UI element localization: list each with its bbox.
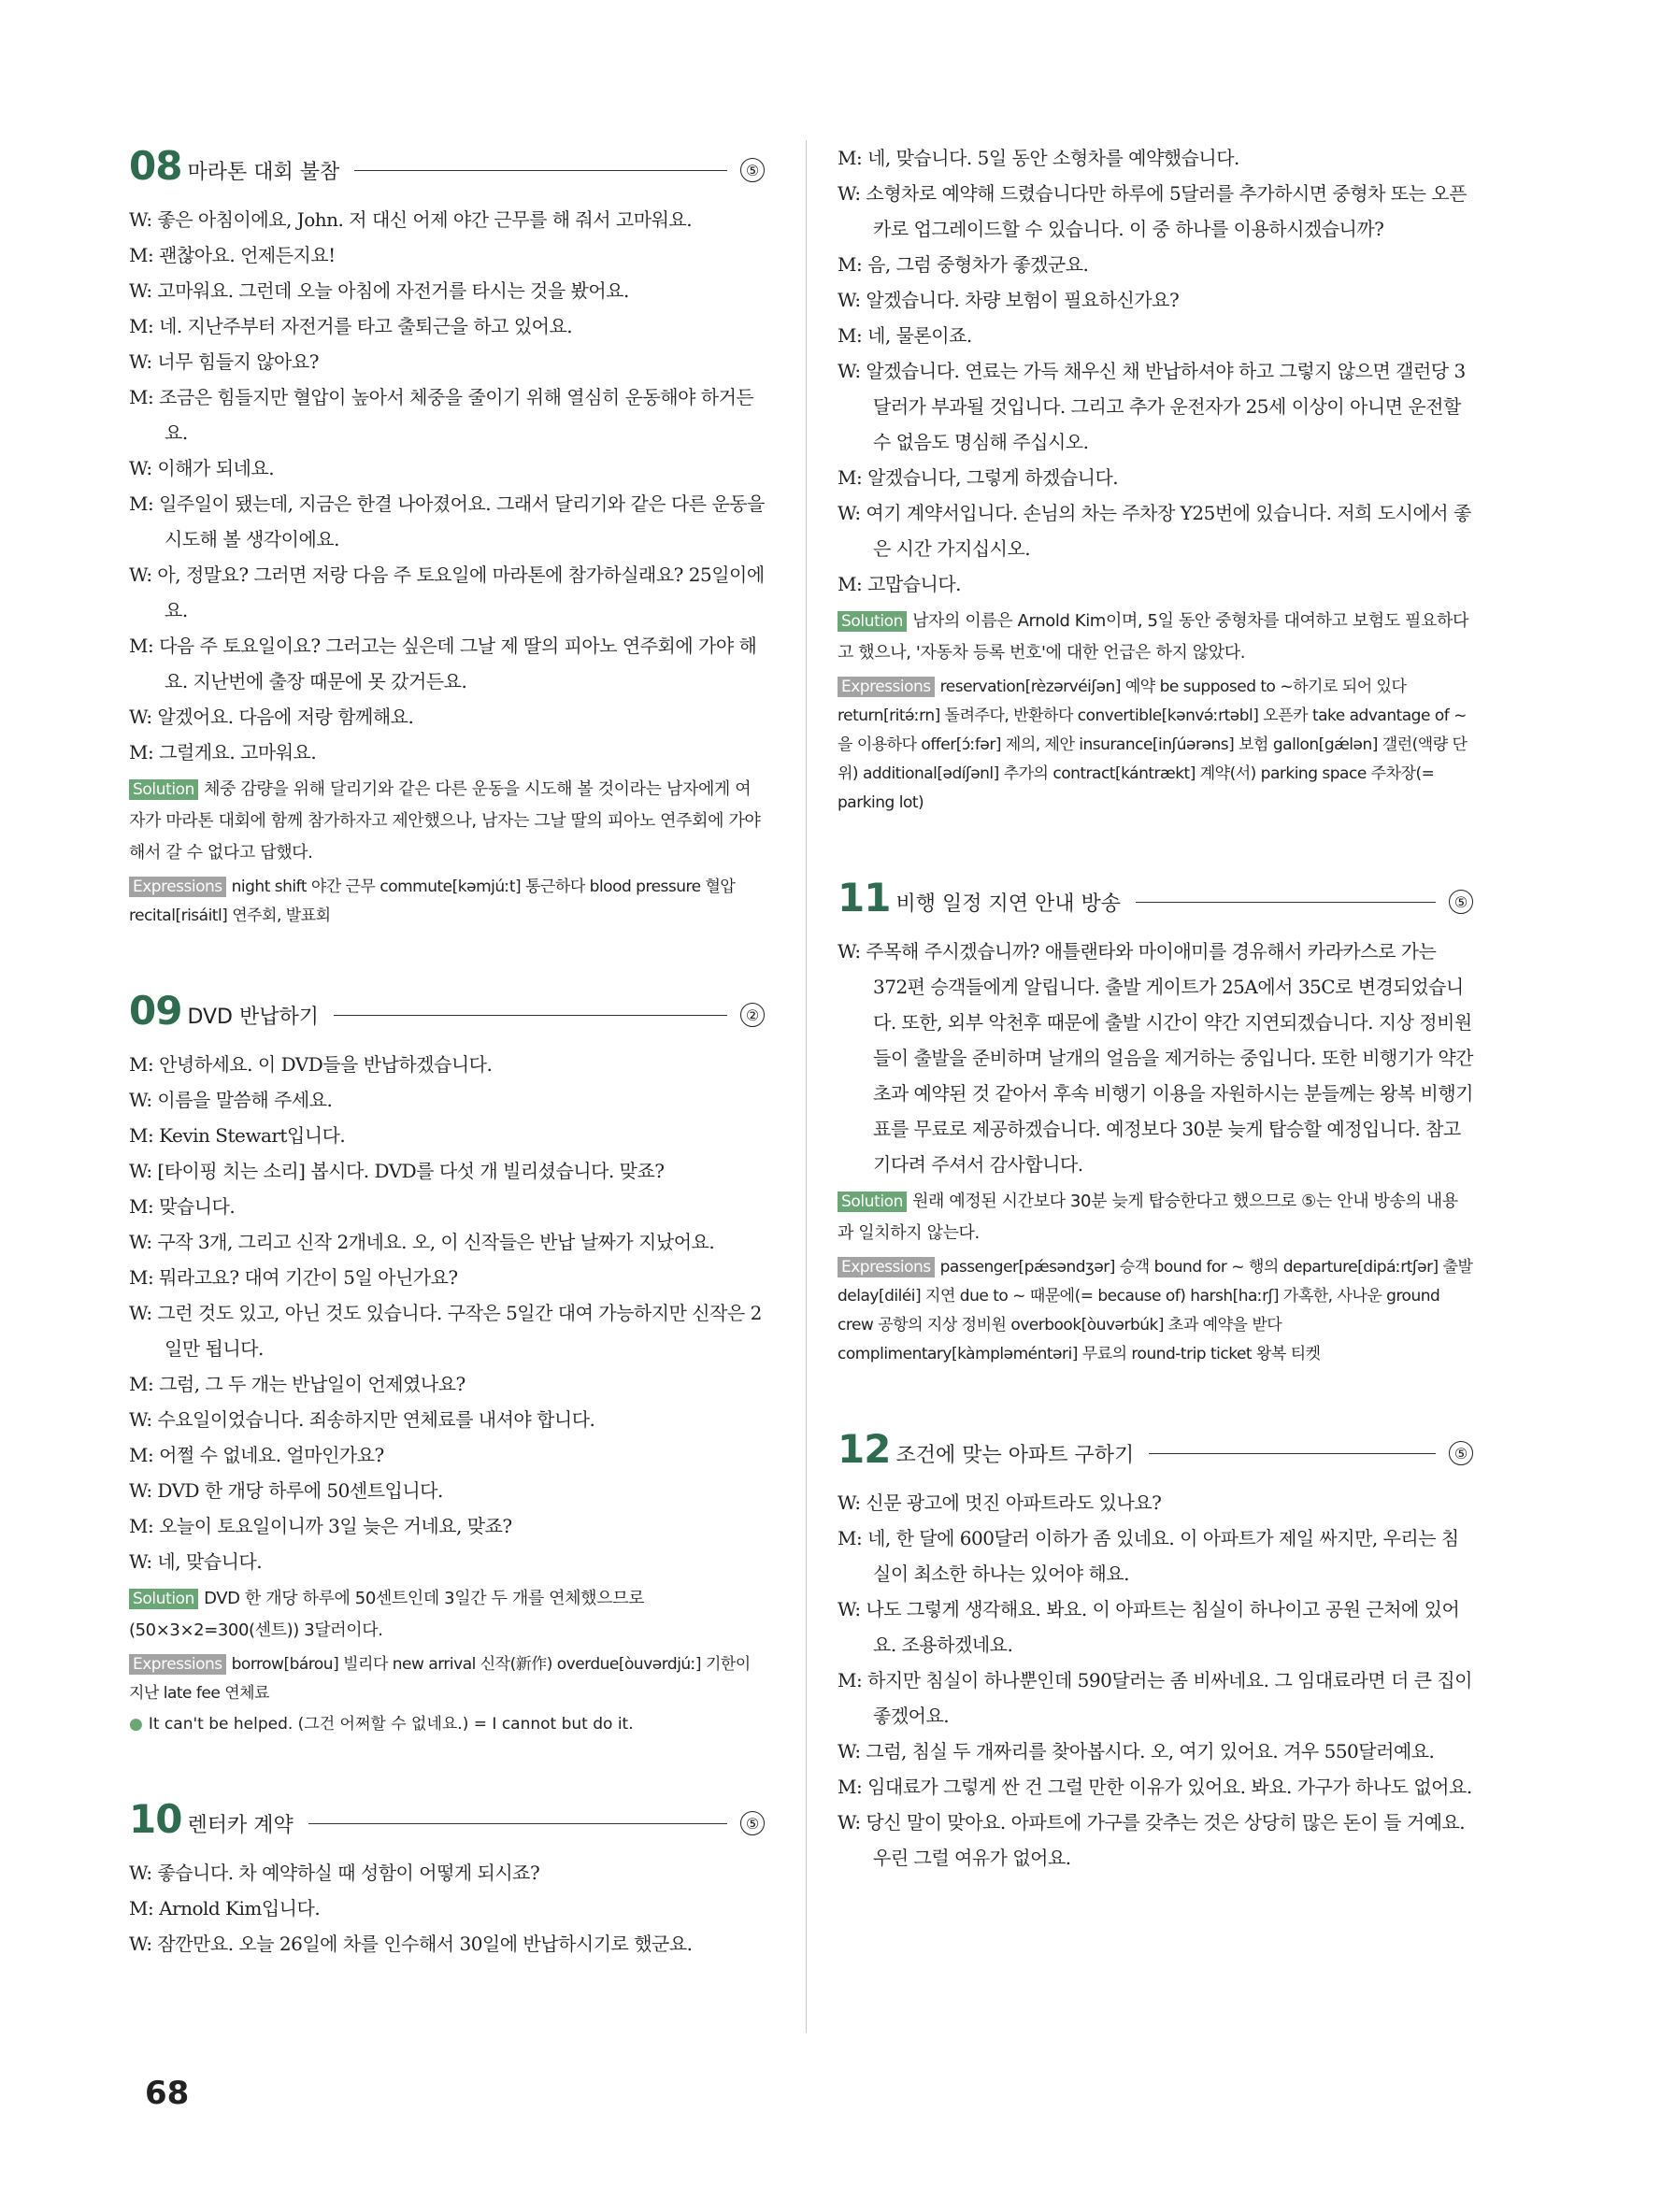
section-10 <box>129 1793 765 1962</box>
expressions-text: reservation[rèzərvéiʃən] 예약 be supposed to ~하기로 되어 있다 return[ritə́ːrn] 돌려주다, 반환하다 convertible[kənvə́ːrtəbl] 오픈카 take advantage of ~을 이용하다 offer[ɔ́ːfər] 제의, 제안 insurance[inʃúərəns] 보험 gallon[gǽlən] 갤런(액량 단위) additional[ədíʃənl] 추가의 contract[kántrækt] 계약(서) parking space 주차장(= parking lot) <box>838 678 1468 812</box>
solution-tag: Solution <box>129 779 198 800</box>
section-10-continued <box>838 140 1473 818</box>
solution-tag: Solution <box>838 611 907 632</box>
answer-badge: ⑤ <box>1449 1441 1473 1465</box>
answer-badge: ⑤ <box>740 1811 765 1835</box>
dialogue-line: M: 괜찮아요. 언제든지요! <box>129 244 336 266</box>
dialogue-line: M: 하지만 침실이 하나뿐인데 590달러는 좀 비싸네요. 그 임대료라면 더 큰 집이 좋겠어요. <box>838 1669 1472 1727</box>
expressions-tag: Expressions <box>129 877 226 897</box>
dialogue-line: W: 아, 정말요? 그러면 저랑 다음 주 토요일에 마라톤에 참가하실래요? 25일이에요. <box>129 564 765 621</box>
dialogue-line: W: 구작 3개, 그리고 신작 2개네요. 오, 이 신작들은 반납 날짜가 지났어요. <box>129 1231 715 1253</box>
dialogue-line: M: 네, 물론이죠. <box>838 324 972 347</box>
solution-tag: Solution <box>838 1192 907 1212</box>
dialogue-line: M: 그럴게요. 고마워요. <box>129 741 317 763</box>
answer-badge: ⑤ <box>740 158 765 182</box>
expressions-text: passenger[pǽsəndʒər] 승객 bound for ~ 행의 departure[dipáːrtʃər] 출발 delay[diléi] 지연 due to ~ 때문에(= because of) harsh[haːrʃ] 가혹한, 사나운 ground crew 공항의 지상 정비원 overbook[òuvərbúk] 초과 예약을 받다 complimentary[kàmpləméntəri] 무료의 round-trip ticket 왕복 티켓 <box>838 1258 1473 1363</box>
dialogue-line: W: 알겠어요. 다음에 저랑 함께해요. <box>129 706 414 728</box>
dialogue-line: W: 나도 그렇게 생각해요. 봐요. 이 아파트는 침실이 하나이고 공원 근처에 있어요. 조용하겠네요. <box>838 1598 1460 1656</box>
dialogue-line: M: 음, 그럼 중형차가 좋겠군요. <box>838 253 1089 276</box>
dialogue-line: M: 임대료가 그렇게 싼 건 그럴 만한 이유가 있어요. 봐요. 가구가 하나도 없어요. <box>838 1776 1472 1798</box>
section-title: DVD 반납하기 <box>187 1005 319 1029</box>
dialogue-line: M: 다음 주 토요일이요? 그러고는 싶은데 그날 제 딸의 피아노 연주회에 가야 해요. 지난번에 출장 때문에 못 갔거든요. <box>129 635 757 692</box>
dialogue-line: M: 조금은 힘들지만 혈압이 높아서 체중을 줄이기 위해 열심히 운동해야 하거든요. <box>129 386 754 444</box>
dialogue-line: W: [타이핑 치는 소리] 봅시다. DVD를 다섯 개 빌리셨습니다. 맞죠? <box>129 1160 665 1182</box>
bullet-dot-icon: ● <box>129 1715 143 1734</box>
section-number: 12 <box>838 1425 891 1472</box>
section-number: 10 <box>129 1795 182 1842</box>
column-divider <box>806 140 807 2033</box>
section-header <box>129 1793 765 1844</box>
dialogue-line: W: 그런 것도 있고, 아닌 것도 있습니다. 구작은 5일간 대여 가능하지만 신작은 2일만 됩니다. <box>129 1302 762 1360</box>
dialogue-line: W: 잠깐만요. 오늘 26일에 차를 인수해서 30일에 반납하시기로 했군요. <box>129 1933 693 1955</box>
section-header <box>838 1423 1473 1474</box>
tip-text: It can't be helped. (그건 어쩌할 수 없네요.) = I cannot but do it. <box>148 1715 634 1734</box>
section-header <box>838 872 1473 922</box>
answer-badge: ② <box>740 1003 765 1027</box>
dialogue-line: M: 알겠습니다, 그렇게 하겠습니다. <box>838 466 1119 489</box>
header-rule <box>1149 1453 1436 1454</box>
section-title: 비행 일정 지연 안내 방송 <box>895 892 1121 916</box>
dialogue-line: M: Kevin Stewart입니다. <box>129 1124 346 1147</box>
section-title: 마라톤 대회 불참 <box>187 160 340 184</box>
dialogue-line: W: 고마워요. 그런데 오늘 아침에 자전거를 타시는 것을 봤어요. <box>129 279 629 302</box>
dialogue-line: W: 이름을 말씀해 주세요. <box>129 1089 333 1111</box>
dialogue-line: W: 당신 말이 맞아요. 아파트에 가구를 갖추는 것은 상당히 많은 돈이 들 거예요. 우린 그럴 여유가 없어요. <box>838 1811 1466 1869</box>
dialogue-line: M: 오늘이 토요일이니까 3일 늦은 거네요, 맞죠? <box>129 1515 512 1537</box>
dialogue-line: M: 그럼, 그 두 개는 반납일이 언제였나요? <box>129 1373 465 1395</box>
dialogue-line: W: 여기 계약서입니다. 손님의 차는 주차장 Y25번에 있습니다. 저희 도시에서 좋은 시간 가지십시오. <box>838 502 1471 560</box>
dialogue-line: M: Arnold Kim입니다. <box>129 1897 321 1919</box>
solution-text: 원래 예정된 시간보다 30분 늦게 탑승한다고 했으므로 ⑤는 안내 방송의 내용과 일치하지 않는다. <box>838 1192 1458 1243</box>
dialogue-line: W: DVD 한 개당 하루에 50센트입니다. <box>129 1479 443 1502</box>
solution-text: 체중 감량을 위해 달리기와 같은 다른 운동을 시도해 볼 것이라는 남자에게 여자가 마라톤 대회에 함께 참가하자고 제안했으나, 남자는 그날 딸의 피아노 연주회에 가야 해서 갈 수 없다고 답했다. <box>129 779 761 863</box>
expressions-note <box>838 1253 1473 1369</box>
dialogue-line: W: 좋습니다. 차 예약하실 때 성함이 어떻게 되시죠? <box>129 1862 540 1884</box>
solution-tag: Solution <box>129 1589 198 1609</box>
section-header <box>129 985 765 1035</box>
dialogue-line: W: 너무 힘들지 않아요? <box>129 350 319 373</box>
dialogue-line: M: 네. 지난주부터 자전거를 타고 출퇴근을 하고 있어요. <box>129 315 573 337</box>
header-rule <box>334 1015 727 1016</box>
section-08 <box>129 140 765 931</box>
dialogue-line: W: 이해가 되네요. <box>129 457 275 479</box>
dialogue-line: M: 뭐라고요? 대여 기간이 5일 아닌가요? <box>129 1266 458 1289</box>
section-11 <box>838 872 1473 1369</box>
solution-text: DVD 한 개당 하루에 50센트인데 3일간 두 개를 연체했으므로 (50×3×2=300(센트)) 3달러이다. <box>129 1589 645 1640</box>
dialogue-line: M: 맞습니다. <box>129 1195 236 1218</box>
dialogue-line: W: 주목해 주시겠습니까? 애틀랜타와 마이애미를 경유해서 카라카스로 가는 372편 승객들에게 알립니다. 출발 게이트가 25A에서 35C로 변경되었습니다. 또한, 외부 악천후 때문에 출발 시간이 약간 지연되겠습니다. 지상 정비원들이 출발을 준비하며 날개의 얼음을 제거하는 중입니다. 또한 비행기가 약간 초과 예약된 것 같아서 후속 비행기 이용을 자원하시는 분들께는 왕복 비행기표를 무료로 제공하겠습니다. 예정보다 30분 늦게 탑승할 예정입니다. 참고 기다려 주셔서 감사합니다. <box>838 940 1473 1176</box>
section-number: 11 <box>838 874 891 920</box>
section-title: 조건에 맞는 아파트 구하기 <box>895 1443 1135 1467</box>
answer-badge: ⑤ <box>1449 890 1473 914</box>
dialogue-line: W: 좋은 아침이에요, John. 저 대신 어제 야간 근무를 해 줘서 고마워요. <box>129 208 693 231</box>
dialogue-line: W: 소형차로 예약해 드렸습니다만 하루에 5달러를 추가하시면 중형차 또는 오픈카로 업그레이드할 수 있습니다. 이 중 하나를 이용하시겠습니까? <box>838 182 1467 240</box>
expressions-note <box>129 873 765 931</box>
solution-note <box>129 1583 765 1647</box>
dialogue-line: M: 고맙습니다. <box>838 573 962 595</box>
section-title: 렌터카 계약 <box>187 1813 294 1837</box>
tip-bullet <box>129 1710 765 1739</box>
solution-note <box>129 774 765 869</box>
solution-note <box>838 1186 1473 1249</box>
section-header <box>129 140 765 191</box>
dialogue-line: M: 어쩔 수 없네요. 얼마인가요? <box>129 1444 384 1466</box>
expressions-note <box>129 1650 765 1708</box>
dialogue-line: W: 신문 광고에 멋진 아파트라도 있나요? <box>838 1491 1162 1514</box>
expressions-tag: Expressions <box>838 1257 935 1277</box>
expressions-note <box>838 673 1473 818</box>
dialogue-line: W: 네, 맞습니다. <box>129 1550 263 1573</box>
solution-text: 남자의 이름은 Arnold Kim이며, 5일 동안 중형차를 대여하고 보험도 필요하다고 했으나, '자동차 등록 번호'에 대한 언급은 하지 않았다. <box>838 611 1469 663</box>
expressions-tag: Expressions <box>838 677 935 697</box>
section-09 <box>129 985 765 1739</box>
expressions-text: borrow[bárou] 빌리다 new arrival 신작(新作) overdue[òuvərdjúː] 기한이 지난 late fee 연체료 <box>129 1655 751 1703</box>
dialogue-line: M: 안녕하세요. 이 DVD들을 반납하겠습니다. <box>129 1053 493 1076</box>
left-column <box>129 140 765 2016</box>
header-rule <box>354 170 727 171</box>
dialogue-line: W: 알겠습니다. 차량 보험이 필요하신가요? <box>838 289 1180 311</box>
expressions-text: night shift 야간 근무 commute[kəmjúːt] 통근하다 blood pressure 혈압 recital[risáitl] 연주회, 발표회 <box>129 878 736 925</box>
dialogue-line: M: 일주일이 됐는데, 지금은 한결 나아졌어요. 그래서 달리기와 같은 다른 운동을 시도해 볼 생각이에요. <box>129 492 765 550</box>
header-rule <box>1136 902 1436 903</box>
section-number: 09 <box>129 987 182 1034</box>
solution-note <box>838 606 1473 669</box>
dialogue-line: W: 수요일이었습니다. 죄송하지만 연체료를 내셔야 합니다. <box>129 1408 595 1431</box>
section-12 <box>838 1423 1473 1876</box>
dialogue-line: M: 네, 맞습니다. 5일 동안 소형차를 예약했습니다. <box>838 147 1239 169</box>
dialogue-line: W: 알겠습니다. 연료는 가득 채우신 채 반납하셔야 하고 그렇지 않으면 갤런당 3달러가 부과될 것입니다. 그리고 추가 운전자가 25세 이상이 아니면 운전할 수 없음도 명심해 주십시오. <box>838 360 1466 453</box>
header-rule <box>308 1823 727 1824</box>
expressions-tag: Expressions <box>129 1654 226 1675</box>
dialogue-line: M: 네, 한 달에 600달러 이하가 좀 있네요. 이 아파트가 제일 싸지만, 우리는 침실이 최소한 하나는 있어야 해요. <box>838 1527 1459 1585</box>
right-column <box>838 140 1473 1930</box>
dialogue-line: W: 그럼, 침실 두 개짜리를 찾아봅시다. 오, 여기 있어요. 겨우 550달러예요. <box>838 1740 1435 1762</box>
page-number: 68 <box>145 2075 190 2112</box>
section-number: 08 <box>129 142 182 189</box>
